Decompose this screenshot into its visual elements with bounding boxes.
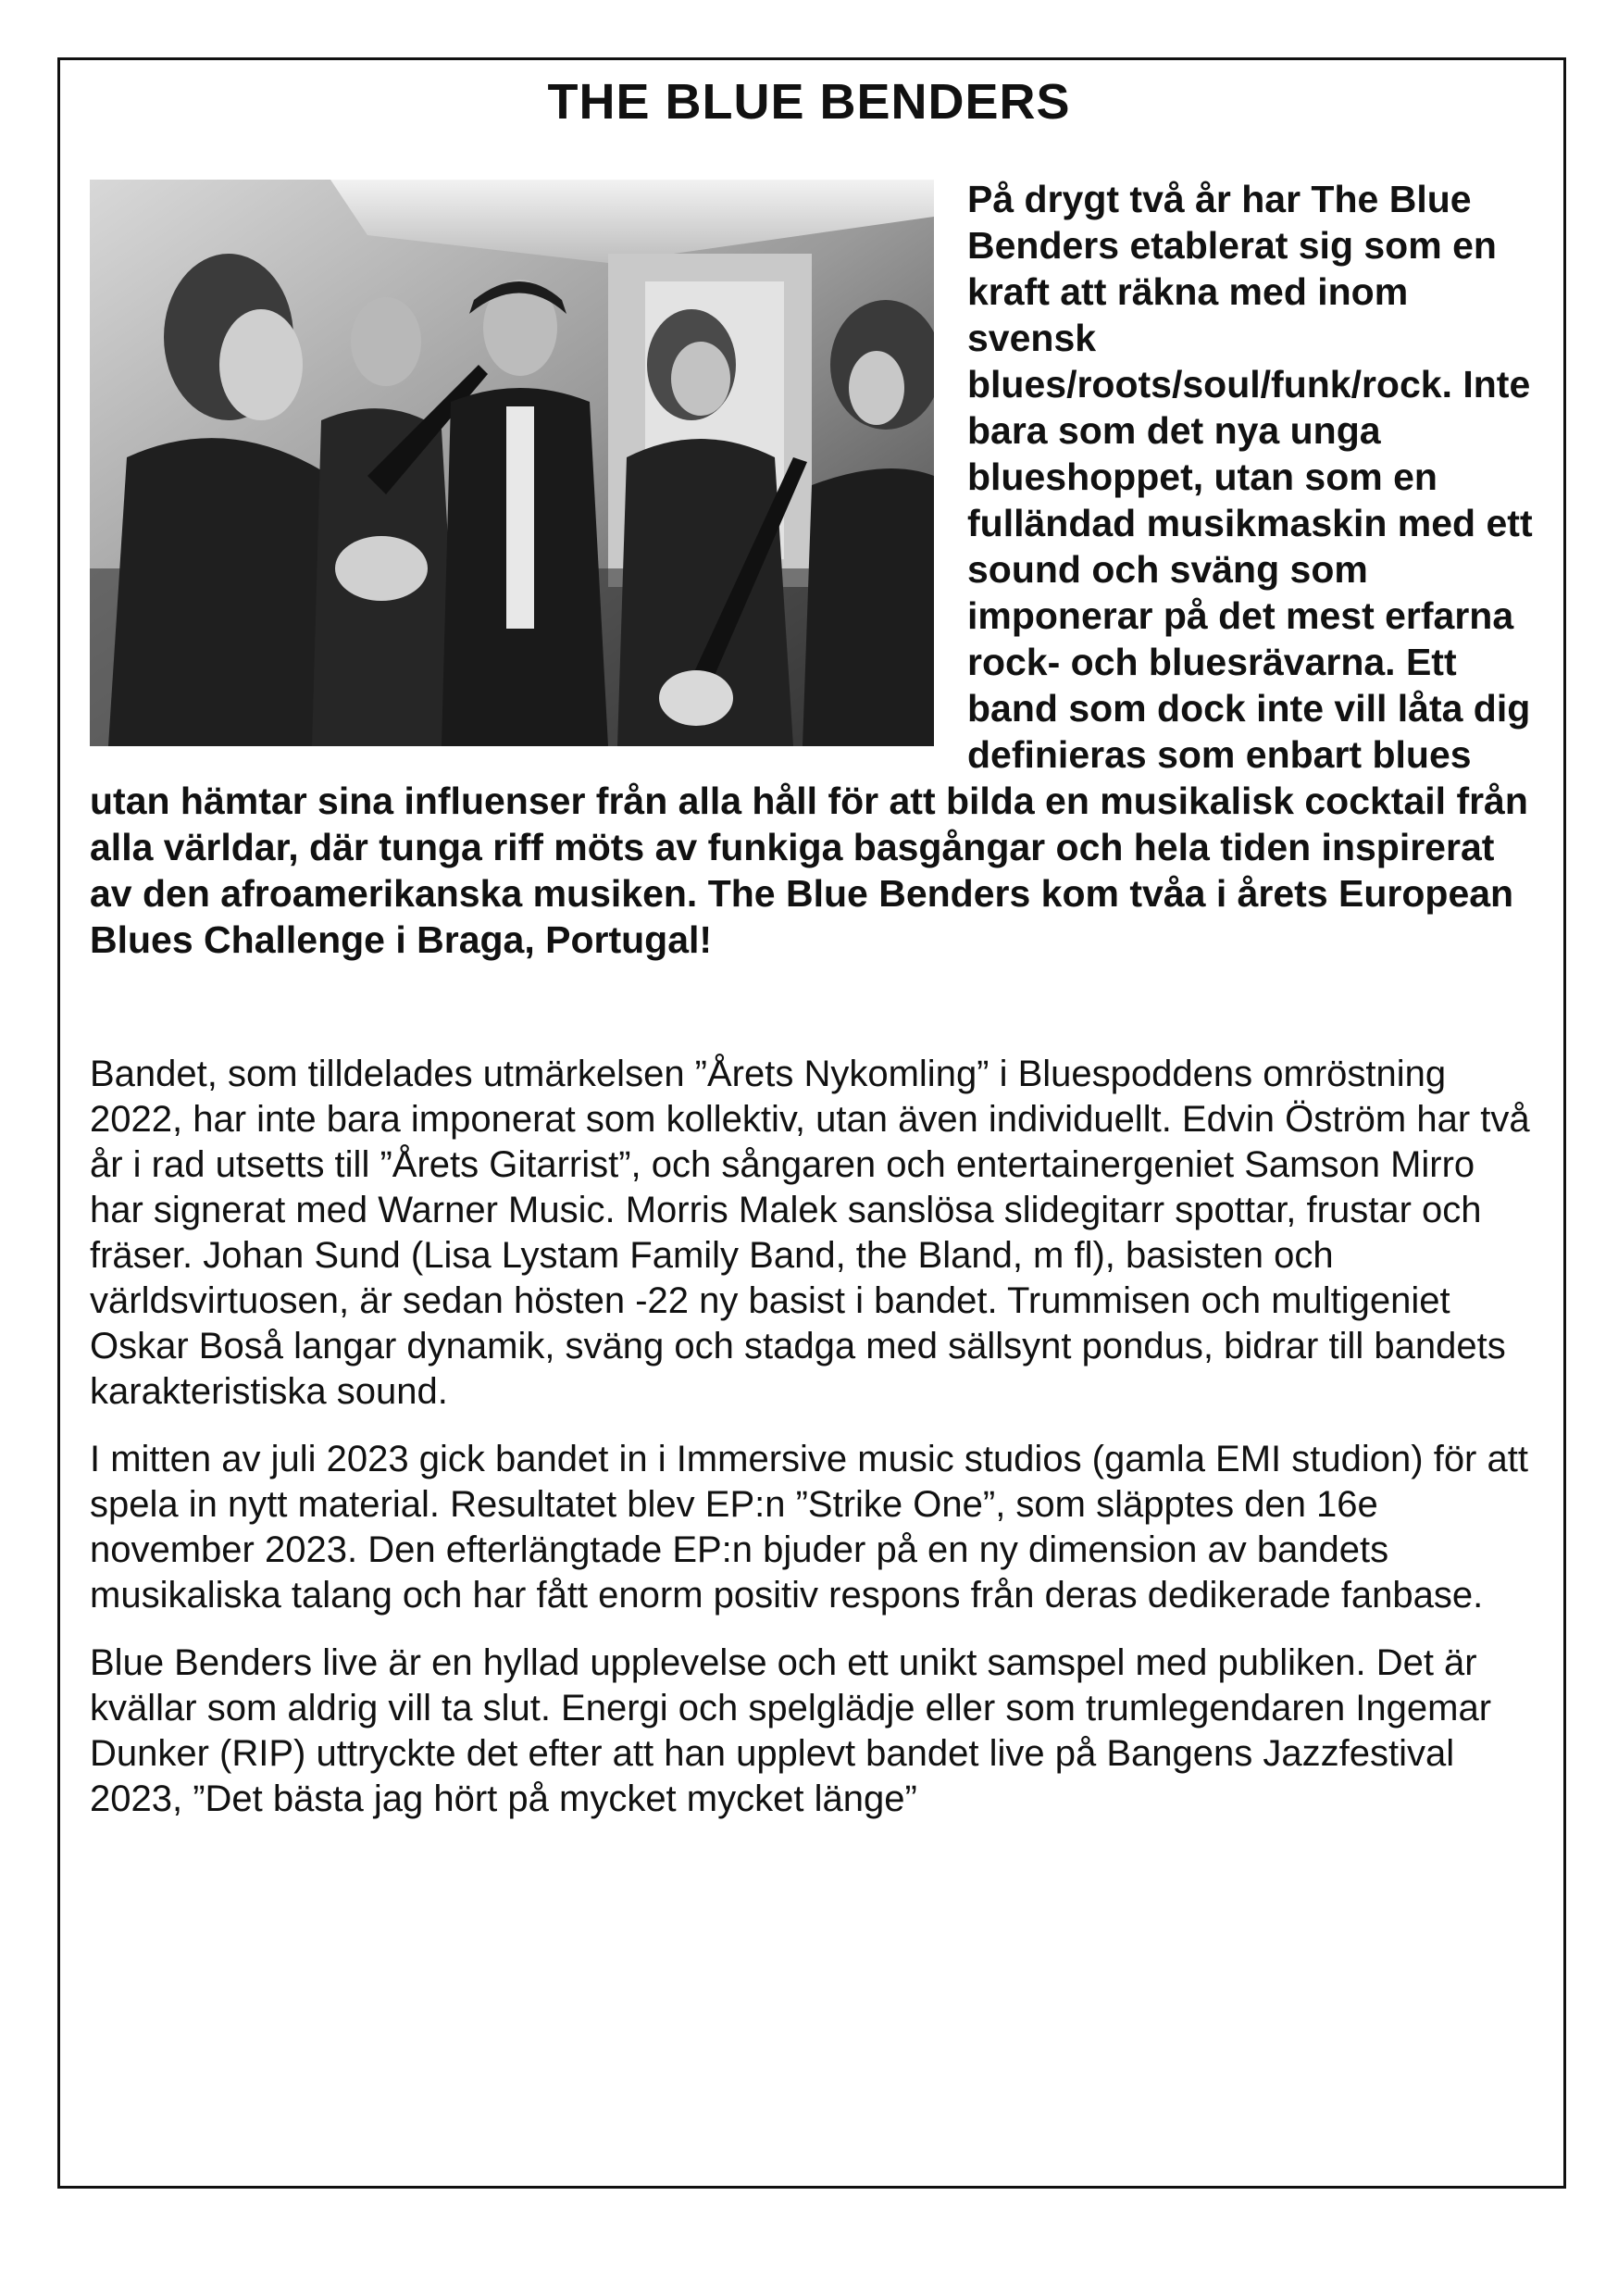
article-body (90, 176, 1534, 1822)
paragraph-awards: Bandet, som tilldelades utmärkelsen ”Årets Nykomling” i Bluespoddens omröstning 2022, har inte bara imponerat som kollektiv, utan även individuellt. Edvin Öström har två år i rad utsetts till ”Årets Gitarrist”, och sångaren och entertainergeniet Samson Mirro har signerat med Warner Music. Morris Malek sanslösa slidegitarr spottar, frustar och fräser. Johan Sund (Lisa Lystam Family Band, the Bland, m fl), basisten och världsvirtuosen, är sedan hösten -22 ny basist i bandet. Trummisen och multigeniet Oskar Boså langar dynamik, sväng och stadga med sällsynt pondus, bidrar till bandets karakteristiska sound. (90, 1054, 1530, 1412)
paragraph-studio: I mitten av juli 2023 gick bandet in i Immersive music studios (gamla EMI studion) för att spela in nytt material. Resultatet blev EP:n ”Strike One”, som släpptes den 16e november 2023. Den efterlängtade EP:n bjuder på en ny dimension av bandets musikaliska talang och har fått enorm positiv respons från deras dedikerade fanbase. (90, 1439, 1528, 1616)
paragraph-live: Blue Benders live är en hyllad upplevelse och ett unikt samspel med publiken. Det är kvällar som aldrig vill ta slut. Energi och spelglädje eller som trumlegendaren Ingemar Dunker (RIP) uttryckte det efter att han upplevt bandet live på Bangens Jazzfestival 2023, ”Det bästa jag hört på mycket mycket länge” (90, 1642, 1492, 1819)
page-title: THE BLUE BENDERS (547, 74, 1071, 130)
band-photo-icon (90, 180, 934, 746)
intro-text: På drygt två år har The Blue Benders etablerat sig som en kraft att räkna med inom svensk blues/roots/soul/funk/rock. Inte bara som det nya unga blueshoppet, utan som en fulländad musikmaskin med ett sound och sväng som imponerar på det mest erfarna rock- och bluesrävarna. Ett band som dock inte vill låta dig definieras som enbart blues utan hämtar sina influenser från alla håll för att bilda en musikalisk cocktail från alla världar, där tunga riff möts av funkiga basgångar och hela tiden inspirerat av den afroamerikanska musiken. The Blue Benders kom tvåa i årets European Blues Challenge i Braga, Portugal! (90, 178, 1533, 961)
